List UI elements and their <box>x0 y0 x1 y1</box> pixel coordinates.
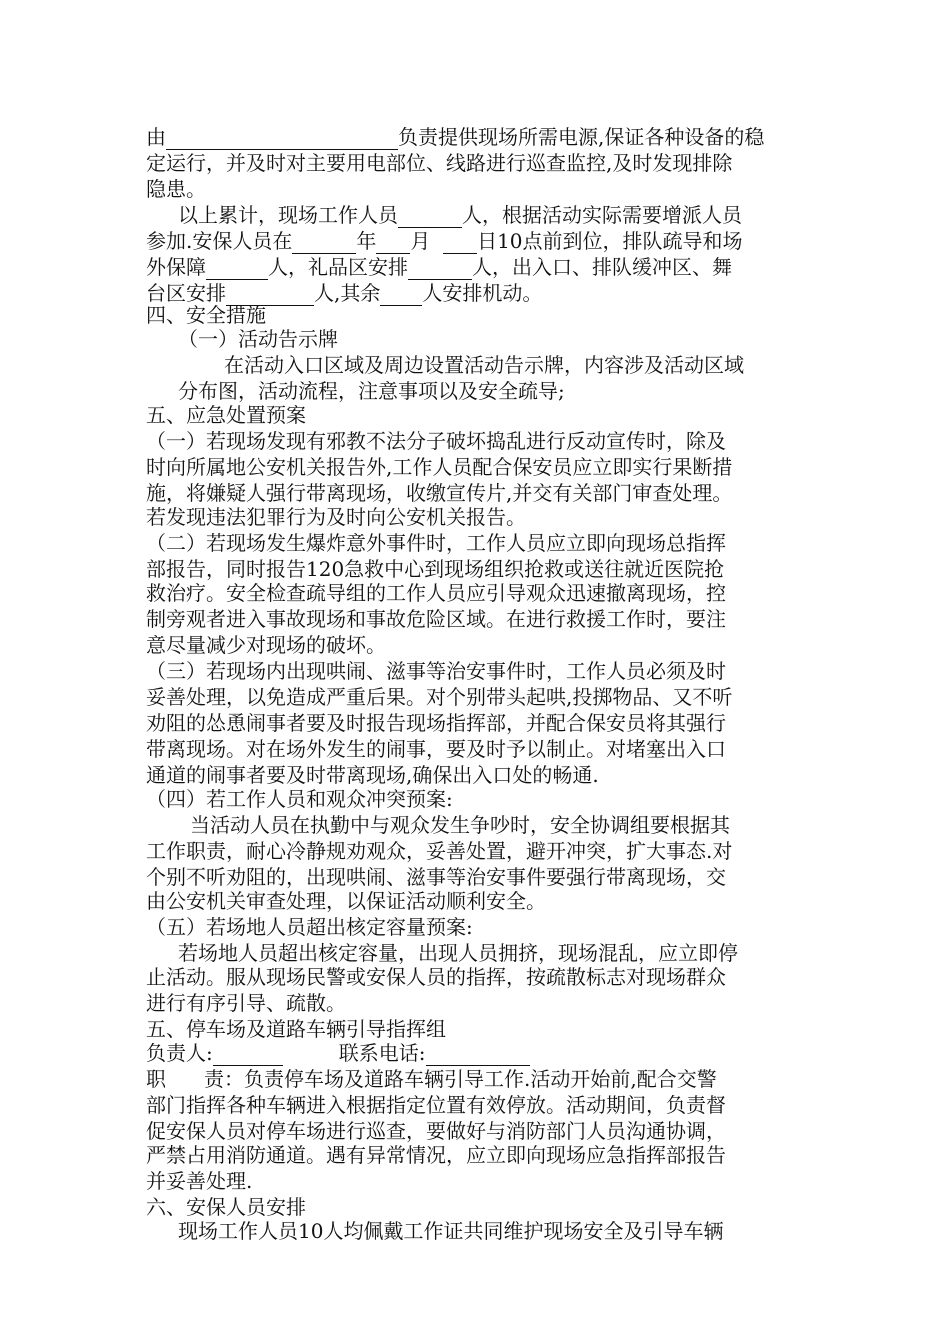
text-line: 并妥善处理. <box>146 1169 253 1193</box>
text-line: 在活动入口区域及周边设置活动告示牌，内容涉及活动区域 <box>224 353 744 377</box>
text-line: 意尽量减少对现场的破坏。 <box>146 633 386 657</box>
section-heading: 五、停车场及道路车辆引导指挥组 <box>146 1017 446 1041</box>
text-line: 外保障 人，礼品区安排 人，出入口、排队缓冲区、舞 <box>146 255 732 279</box>
text-line: 带离现场。对在场外发生的闹事，要及时予以制止。对堵塞出入口 <box>146 737 726 761</box>
fill-in-blank <box>292 233 356 254</box>
text-line: （三）若现场内出现哄闹、滋事等治安事件时，工作人员必须及时 <box>146 659 726 683</box>
fill-in-blank <box>213 1045 283 1066</box>
subsection-heading: （五）若场地人员超出核定容量预案: <box>146 915 473 939</box>
text-line: 妥善处理，以免造成严重后果。对个别带头起哄,投掷物品、又不听 <box>146 685 733 709</box>
fill-in-blank <box>376 233 410 254</box>
text-line: 由公安机关审查处理，以保证活动顺利安全。 <box>146 889 546 913</box>
text-line: 制旁观者进入事故现场和事故危险区域。在进行救援工作时，要注 <box>146 607 726 631</box>
fill-in-blank <box>206 259 268 280</box>
text-line: 部报告，同时报告120急救中心到现场组织抢救或送往就近医院抢 <box>146 557 725 581</box>
fill-in-blank <box>166 129 398 150</box>
text-line: 现场工作人员10人均佩戴工作证共同维护现场安全及引导车辆 <box>178 1219 724 1243</box>
text-line: 劝阻的怂恿闹事者要及时报告现场指挥部，并配合保安员将其强行 <box>146 711 726 735</box>
section-heading: 四、安全措施 <box>146 303 266 327</box>
text-line: 止活动。服从现场民警或安保人员的指挥，按疏散标志对现场群众 <box>146 965 726 989</box>
fill-in-blank <box>426 1045 530 1066</box>
text-line: 隐患。 <box>146 177 206 201</box>
text-line: 救治疗。安全检查疏导组的工作人员应引导观众迅速撤离现场，控 <box>146 581 726 605</box>
text-line: 通道的闹事者要及时带离现场,确保出入口处的畅通. <box>146 763 599 787</box>
text-line: 个别不听劝阻的，出现哄闹、滋事等治安事件要强行带离现场，交 <box>146 865 726 889</box>
text-line: 进行有序引导、疏散。 <box>146 991 346 1015</box>
text-line: 职 责：负责停车场及道路车辆引导工作.活动开始前,配合交警 <box>146 1067 717 1091</box>
text-line: 参加.安保人员在 年 月 日10点前到位，排队疏导和场 <box>146 229 743 253</box>
text-line: 施，将嫌疑人强行带离现场，收缴宣传片,并交有关部门审查处理。 <box>146 481 733 505</box>
text-line: 若发现违法犯罪行为及时向公安机关报告。 <box>146 505 526 529</box>
text-line: （一）若现场发现有邪教不法分子破坏捣乱进行反动宣传时，除及 <box>146 429 726 453</box>
text-line: 工作职责，耐心冷静规劝观众，妥善处置，避开冲突，扩大事态.对 <box>146 839 733 863</box>
text-line: 分布图，活动流程，注意事项以及安全疏导; <box>178 379 565 403</box>
fill-in-blank <box>380 285 422 306</box>
text-line: 时向所属地公安机关报告外,工作人员配合保安员应立即实行果断措 <box>146 455 733 479</box>
text-line: 促安保人员对停车场进行巡查，要做好与消防部门人员沟通协调， <box>146 1119 726 1143</box>
subsection-heading: （四）若工作人员和观众冲突预案: <box>146 787 453 811</box>
subsection-heading: （一）活动告示牌 <box>178 327 338 351</box>
text-line: （二）若现场发生爆炸意外事件时，工作人员应立即向现场总指挥 <box>146 531 726 555</box>
text-line: 负责人: 联系电话: <box>146 1040 530 1066</box>
text-line: 当活动人员在执勤中与观众发生争吵时，安全协调组要根据其 <box>190 813 730 837</box>
text-line: 严禁占用消防通道。遇有异常情况，应立即向现场应急指挥部报告 <box>146 1143 726 1167</box>
section-heading: 五、应急处置预案 <box>146 403 306 427</box>
fill-in-blank <box>398 207 462 228</box>
text-line: 若场地人员超出核定容量，出现人员拥挤，现场混乱，应立即停 <box>178 941 738 965</box>
text-line: 由 负责提供现场所需电源,保证各种设备的稳 <box>146 125 765 149</box>
text-line: 定运行，并及时对主要用电部位、线路进行巡查监控,及时发现排除 <box>146 151 733 175</box>
fill-in-blank <box>443 233 477 254</box>
text-line: 台区安排 人,其余 人安排机动。 <box>146 281 543 305</box>
text-line: 以上累计，现场工作人员 人，根据活动实际需要增派人员 <box>178 203 742 227</box>
text-line: 部门指挥各种车辆进入根据指定位置有效停放。活动期间，负责督 <box>146 1093 726 1117</box>
section-heading: 六、安保人员安排 <box>146 1195 306 1219</box>
fill-in-blank <box>408 259 472 280</box>
